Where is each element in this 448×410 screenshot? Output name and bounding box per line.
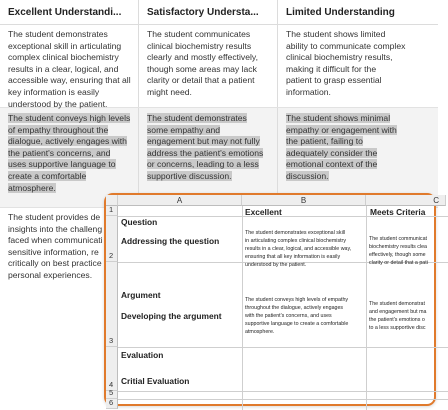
rubric-cell-selected — [139, 113, 277, 183]
cell-line: might need. — [147, 86, 192, 97]
cell-line: adequately consider the — [286, 147, 378, 158]
rubric-cell-selected — [0, 113, 138, 194]
gridline — [366, 206, 367, 410]
spreadsheet-preview[interactable] — [104, 193, 439, 407]
cell-line: engagement but may not fully — [147, 136, 260, 147]
cell-a3-line2[interactable]: Developing the argument — [121, 311, 222, 321]
cell-line: accessible way, ensuring that all — [8, 75, 131, 86]
cell-line: sensitive information, re — [8, 246, 99, 257]
cell-line: critically on best practice — [8, 258, 102, 269]
cell-line: atmosphere. — [245, 329, 275, 335]
cell-line: insights into the challeng — [8, 223, 103, 234]
cell-line: of empathy throughout the — [8, 124, 109, 135]
cell-b3[interactable] — [245, 296, 365, 336]
cell-line: with the patient's concerns, and uses — [245, 313, 332, 319]
rubric-header-label: Limited Understanding — [286, 7, 395, 18]
row-header-3[interactable] — [106, 262, 118, 347]
row-number: 5 — [109, 388, 114, 397]
cell-a2-line2[interactable]: Addressing the question — [121, 236, 220, 246]
row-header-6[interactable] — [106, 399, 118, 409]
cell-line: some empathy and — [147, 124, 221, 135]
cell-line: uses supportive language to — [8, 159, 116, 170]
row-header-4[interactable] — [106, 347, 118, 391]
cell-line: understood by the patient. — [245, 262, 307, 268]
cell-line: faced when communicati — [8, 235, 103, 246]
row-number: 3 — [109, 336, 114, 345]
cell-line: clarity or detail that a patient — [147, 75, 255, 86]
column-letter: B — [300, 196, 307, 205]
cell-line: the patient's emotions o — [369, 317, 425, 323]
row-header-1[interactable] — [106, 206, 118, 216]
rubric-header-label: Satisfactory Understa... — [147, 7, 259, 18]
cell-a4-line2[interactable]: Critial Evaluation — [121, 376, 190, 386]
cell-line: clinical biochemistry results, — [286, 52, 393, 63]
cell-line: The student conveys high levels of empathy — [245, 297, 349, 303]
cell-line: dialogue, actively engages with — [8, 136, 127, 147]
rubric-header-excellent[interactable] — [0, 0, 138, 25]
cell-c3[interactable] — [369, 300, 439, 332]
cell-line: The student demonstrates — [8, 29, 108, 39]
cell-line: complex clinical biochemistry — [8, 52, 119, 63]
cell-line: information. — [286, 86, 331, 97]
cell-line: throughout the dialogue, actively engages — [245, 305, 344, 311]
column-header-c[interactable] — [366, 195, 446, 206]
cell-line: clarity or detail that a pati — [369, 260, 428, 266]
cell-line: the patient's concerns, and — [8, 147, 111, 158]
rubric-cell — [0, 29, 138, 110]
cell-line: understood by the patient. — [8, 98, 108, 109]
cell-line: The student shows limited — [286, 29, 386, 39]
cell-line: or concerns, leading to a less — [147, 159, 259, 170]
cell-line: The student demonstrat — [369, 301, 425, 307]
cell-line: atmosphere. — [8, 182, 56, 193]
cell-line: ability to communicate complex — [286, 40, 406, 51]
gridline — [118, 391, 448, 392]
cell-line: results in a clear, logical, and accessible way, — [245, 246, 352, 252]
rubric-header-limited[interactable] — [278, 0, 438, 25]
row-number: 1 — [109, 205, 114, 214]
cell-line: effectively, though some — [369, 252, 426, 258]
cell-line: create a comfortable — [8, 170, 87, 181]
cell-a4-line1[interactable]: Evaluation — [121, 350, 164, 360]
cell-line: clinical biochemistry results — [147, 40, 252, 51]
rubric-cell — [278, 29, 438, 99]
cell-line: results in a clear, logical, and — [8, 63, 119, 74]
cell-line: The student demonstrates — [147, 113, 247, 123]
row-header-2[interactable] — [106, 216, 118, 262]
row-number: 6 — [109, 398, 114, 407]
cell-line: The student demonstrates exceptional skill — [245, 230, 346, 236]
gridline — [118, 347, 448, 348]
rubric-cell — [139, 29, 277, 99]
column-header-a[interactable] — [118, 195, 242, 206]
column-header-b[interactable] — [242, 195, 366, 206]
cell-line: empathy or engagement with — [286, 124, 397, 135]
row-number: 4 — [109, 380, 114, 389]
cell-line: clearly and mostly effectively, — [147, 52, 258, 63]
cell-line: The student communicat — [369, 236, 427, 242]
row-number: 2 — [109, 251, 114, 260]
cell-line: supportive discussion. — [147, 170, 232, 181]
cell-line: making it difficult for the — [286, 63, 377, 74]
cell-line: exceptional skill in articulating — [8, 40, 122, 51]
gridline — [118, 399, 448, 400]
cell-a2-line1[interactable]: Question — [121, 217, 158, 227]
cell-line: key information is easily — [8, 86, 100, 97]
cell-line: in articulating complex clinical biochemistry — [245, 238, 346, 244]
cell-line: The student conveys high levels — [8, 113, 131, 123]
cell-c1[interactable]: Meets Criteria — [370, 207, 426, 217]
cell-b1[interactable]: Excellent — [245, 207, 282, 217]
cell-line: supportive language to create a comfortable — [245, 321, 349, 327]
rubric-header-satisfactory[interactable] — [139, 0, 277, 25]
rubric-header-label: Excellent Understandi... — [8, 7, 122, 18]
cell-line: discussion. — [286, 170, 329, 181]
cell-line: patient to grasp essential — [286, 75, 382, 86]
column-letter: C — [433, 196, 439, 205]
rubric-cell-selected — [278, 113, 438, 183]
cell-line: The student provides de — [8, 212, 101, 222]
cell-line: the patient, failing to — [286, 136, 363, 147]
cell-line: address the patient's emotions — [147, 147, 264, 158]
cell-b2[interactable] — [245, 229, 365, 269]
cell-line: The student communicates — [147, 29, 251, 39]
cell-a3-line1[interactable]: Argument — [121, 290, 161, 300]
column-letter: A — [176, 196, 183, 205]
cell-line: to a less supportive disc — [369, 325, 426, 331]
cell-line: ensuring that all key information is easily — [245, 254, 341, 260]
cell-line: biochemistry results clea — [369, 244, 427, 250]
cell-line: and engagement but ma — [369, 309, 427, 315]
cell-line: emotional context of the — [286, 159, 378, 170]
cell-line: personal experiences. — [8, 269, 93, 280]
cell-c2[interactable] — [369, 235, 439, 267]
gridline — [242, 206, 243, 410]
cell-line: though some areas may lack — [147, 63, 257, 74]
cell-line: The student shows minimal — [286, 113, 391, 123]
